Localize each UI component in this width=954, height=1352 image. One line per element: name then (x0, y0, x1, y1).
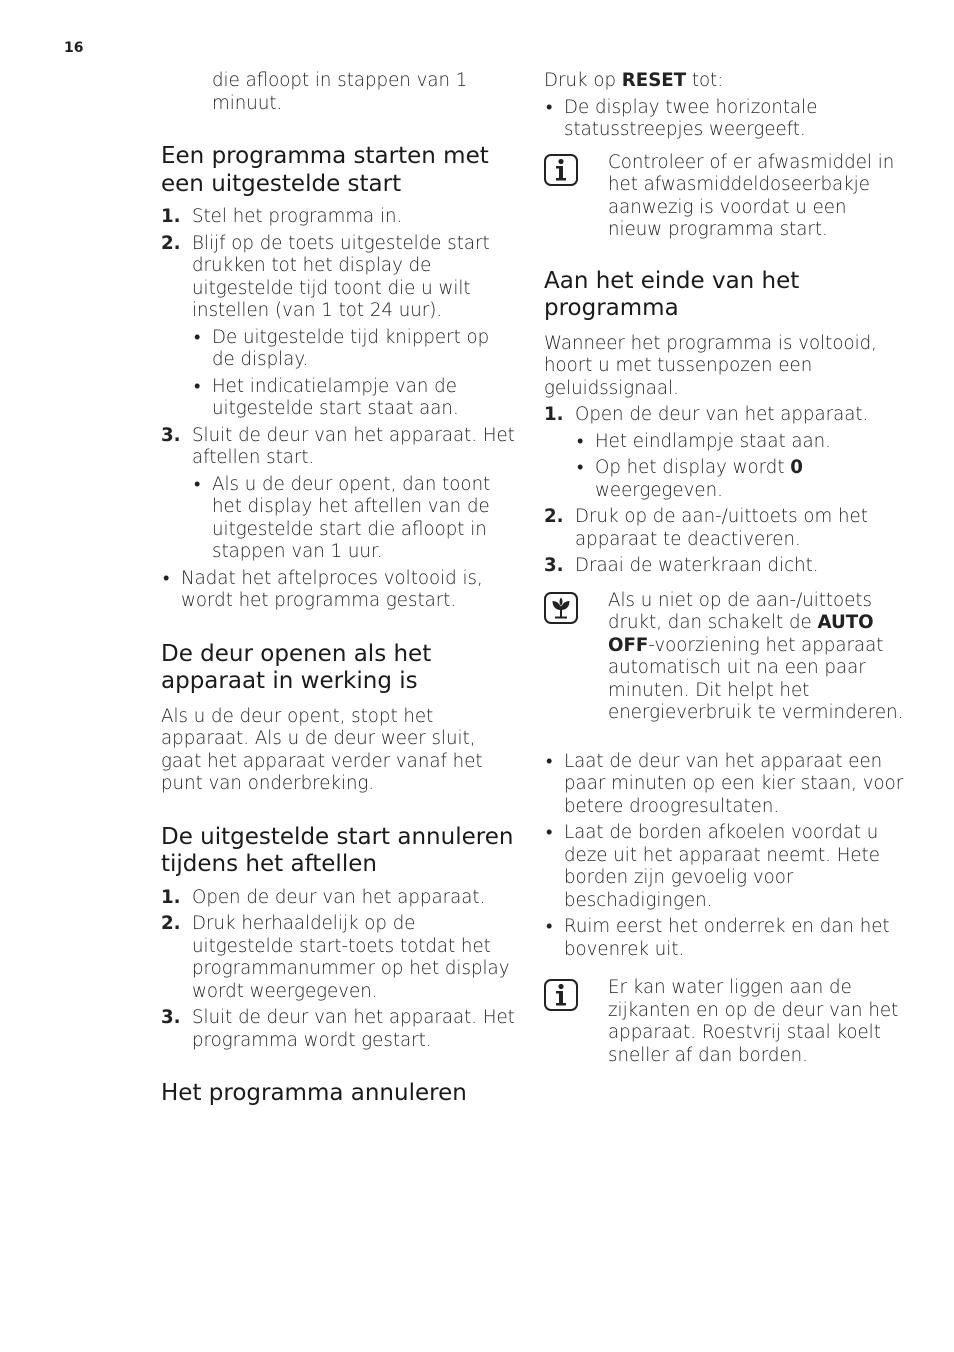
note-text: Als u niet op de aan-/uittoets drukt, dan schakelt de AUTO OFF-voorziening het apparaat automatisch uit na een paar minuten. Dit helpt het energieverbruik te verminderen. (608, 589, 904, 723)
cancel-step-3: 3. Sluit de deur van het apparaat. Het programma wordt gestart. (161, 1007, 515, 1051)
list-item: • Nadat het aftelproces voltooid is, wordt het programma gestart. (161, 568, 516, 613)
end-step-2: 2. Druk op de aan-/uittoets om het apparaat te deactiveren. (544, 506, 868, 550)
page-number: 16 (64, 40, 84, 56)
reset-key: RESET (621, 70, 687, 91)
program-end-steps (544, 404, 904, 578)
intro-continuation: die afloopt in stappen van 1 minuut. (212, 70, 468, 114)
list-item: • Het indicatielampje van de uitgestelde start staat aan. (192, 376, 516, 421)
delayed-start-bullet (161, 568, 516, 613)
info-note-water (544, 977, 904, 1067)
tips-bullets (544, 751, 904, 962)
end-step-3: 3. Draai de waterkraan dicht. (544, 555, 819, 576)
delayed-step-2-subs (192, 327, 516, 421)
delayed-step-1: 1. Stel het programma in. (161, 206, 403, 227)
program-end-intro: Wanneer het programma is voltooid, hoort u met tussenpozen een geluidssignaal. (544, 332, 877, 399)
cancel-delay-steps (161, 887, 516, 1053)
reset-bullets (544, 97, 904, 142)
cancel-step-2: 2. Druk herhaaldelijk op de uitgestelde start-toets totdat het programmanummer op het display wordt weergegeven. (161, 913, 510, 1002)
end-step-1: 1. Open de deur van het apparaat. • Het eindlampje staat aan. • Op het display wordt 0 weergegeven. (544, 404, 904, 502)
heading-cancel-program: Het programma annuleren (161, 1080, 467, 1106)
right-column (544, 70, 904, 1067)
list-item: • Op het display wordt 0 weergegeven. (575, 457, 904, 502)
heading-delayed-start: Een programma starten met een uitgestelde start (161, 143, 489, 197)
cancel-step-1: 1. Open de deur van het apparaat. (161, 886, 486, 908)
list-item: • Ruim eerst het onderrek en dan het bovenrek uit. (544, 916, 904, 961)
note-text: Er kan water liggen aan de zijkanten en op de deur van het apparaat. Roestvrij staal koelt sneller af dan borden. (608, 977, 899, 1066)
eco-leaf-icon (544, 592, 578, 624)
eco-note-auto-off (544, 590, 904, 725)
left-column (161, 70, 516, 1108)
heading-door-open: De deur openen als het apparaat in werking is (161, 640, 432, 694)
heading-cancel-delay: De uitgestelde start annuleren tijdens het aftellen (161, 823, 514, 877)
list-item: • Laat de borden afkoelen voordat u deze uit het apparaat neemt. Hete borden zijn gevoelig voor beschadigingen. (544, 822, 904, 912)
list-item: • Het eindlampje staat aan. (575, 431, 904, 454)
delayed-step-3-subs (192, 474, 516, 564)
heading-program-end: Aan het einde van het programma (544, 267, 800, 321)
delayed-step-2: 2. Blijf op de toets uitgestelde start drukken tot het display de uitgestelde tijd toont die u wilt instellen (van 1 tot 24 uur). • De uitgestelde tijd knippert op de display. • Het indicatielampje van de uitgestelde start staat aan. (161, 233, 516, 421)
list-item: • Laat de deur van het apparaat een paar minuten op een kier staan, voor betere droogresultaten. (544, 751, 904, 819)
list-item: • De display twee horizontale statusstreepjes weergeeft. (544, 97, 904, 142)
delayed-start-steps (161, 206, 516, 564)
list-item: • Als u de deur opent, dan toont het display het aftellen van de uitgestelde start die afloopt in stappen van 1 uur. (192, 474, 516, 564)
reset-instruction: Druk op RESET tot: (544, 70, 724, 91)
note-text: Controleer of er afwasmiddel in het afwasmiddeldoseerbakje aanwezig is voordat u een nieuw programma start. (608, 151, 895, 240)
list-item: • De uitgestelde tijd knippert op de display. (192, 327, 516, 372)
info-icon (544, 979, 578, 1011)
door-open-text: Als u de deur opent, stopt het apparaat. Als u de deur weer sluit, gaat het apparaat verder vanaf het punt van onderbreking. (161, 705, 483, 794)
info-note-detergent (544, 152, 904, 242)
end-step-1-subs (575, 431, 904, 503)
delayed-step-3: 3. Sluit de deur van het apparaat. Het aftellen start. • Als u de deur opent, dan toont het display het aftellen van de uitgestelde start die afloopt in stappen van 1 uur. (161, 425, 516, 564)
info-icon (544, 154, 578, 186)
